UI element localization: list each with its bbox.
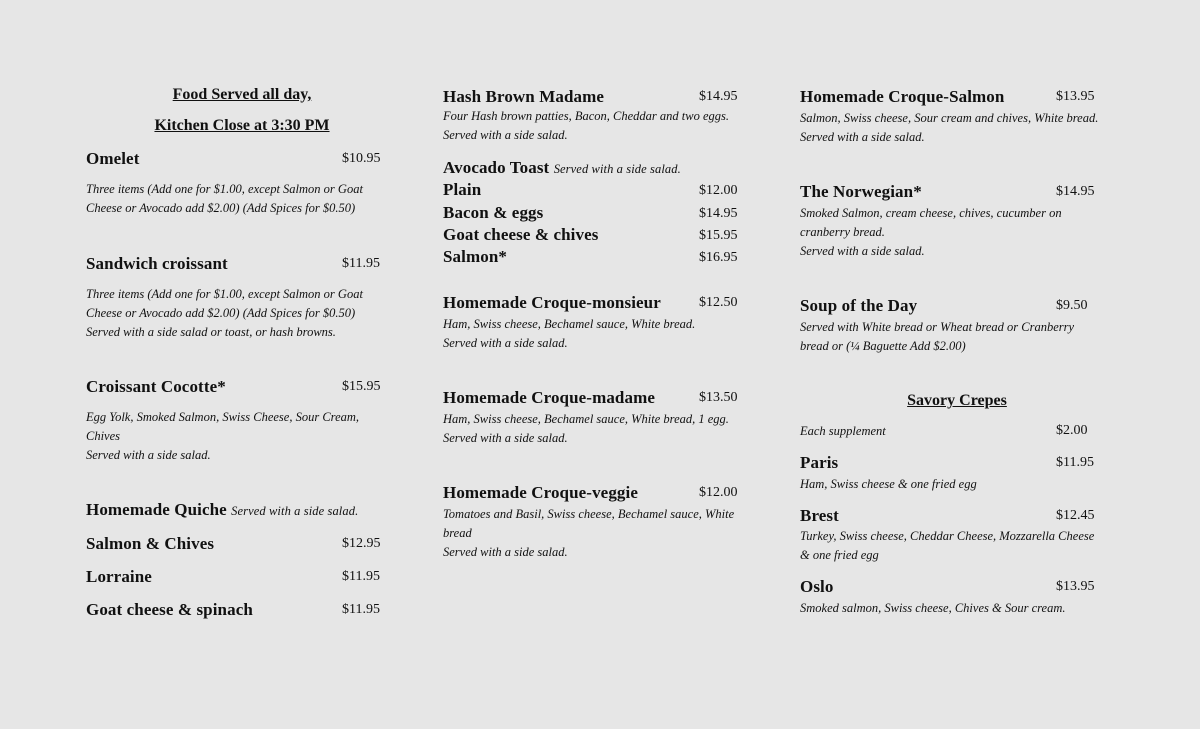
quiche-note: Served with a side salad. [231, 504, 359, 518]
omelet-description: Three items (Add one for $1.00, except Salmon or Goat Cheese or Avocado add $2.00) (Add Spices for $0.50) [86, 182, 363, 215]
menu-header-line2: Kitchen Close at 3:30 PM [154, 117, 330, 134]
crepe-brest-description: Turkey, Swiss cheese, Cheddar Cheese, Mozzarella Cheese & one fried egg [800, 529, 1095, 562]
croque-veggie-description: Tomatoes and Basil, Swiss cheese, Bechamel sauce, White bread Served with a side salad. [443, 507, 735, 559]
quiche-item-name: Goat cheese & spinach [86, 600, 253, 619]
croque-monsieur-price: $12.50 [699, 295, 738, 310]
crepe-paris-name: Paris [800, 453, 839, 472]
croque-madame-price: $13.50 [699, 390, 738, 405]
avocado-item-price: $14.95 [699, 206, 738, 221]
croque-salmon-name: Homemade Croque-Salmon [800, 87, 1005, 106]
quiche-header [86, 500, 358, 520]
supplement-label: Each supplement [800, 424, 886, 438]
avocado-item-price: $15.95 [699, 228, 738, 243]
soup-of-the-day-name: Soup of the Day [800, 296, 918, 315]
avocado-item-price: $16.95 [699, 250, 738, 265]
omelet-name: Omelet [86, 149, 140, 168]
quiche-item-price: $11.95 [342, 602, 380, 617]
quiche-item-name: Salmon & Chives [86, 534, 215, 553]
hash-brown-madame-price: $14.95 [699, 89, 738, 104]
hash-brown-madame-description: Four Hash brown patties, Bacon, Cheddar and two eggs. Served with a side salad. [443, 109, 729, 142]
quiche-item-price: $11.95 [342, 569, 380, 584]
hash-brown-madame-name: Hash Brown Madame [443, 87, 605, 106]
croque-monsieur-description: Ham, Swiss cheese, Bechamel sauce, White bread. Served with a side salad. [443, 317, 696, 350]
avocado-item-name: Bacon & eggs [443, 203, 544, 222]
sandwich-croissant-name: Sandwich croissant [86, 254, 228, 273]
crepe-brest-name: Brest [800, 506, 839, 525]
sandwich-croissant-price: $11.95 [342, 256, 380, 271]
norwegian-price: $14.95 [1056, 184, 1095, 199]
avocado-item-name: Goat cheese & chives [443, 225, 599, 244]
quiche-item-price: $12.95 [342, 536, 381, 551]
soup-of-the-day-description: Served with White bread or Wheat bread or Cranberry bread or (¼ Baguette Add $2.00) [800, 320, 1075, 353]
sandwich-croissant-description: Three items (Add one for $1.00, except Salmon or Goat Cheese or Avocado add $2.00) (Add Spices for $0.50) Served with a side salad or toast, or hash browns. [86, 287, 363, 339]
menu-header-line1: Food Served all day, [172, 86, 312, 103]
avocado-toast-note: Served with a side salad. [553, 162, 681, 176]
omelet-price: $10.95 [342, 151, 381, 166]
savory-crepes-header: Savory Crepes [907, 392, 1007, 409]
supplement-price: $2.00 [1056, 423, 1088, 438]
crepe-oslo-price: $13.95 [1056, 579, 1095, 594]
crepe-oslo-description: Smoked salmon, Swiss cheese, Chives & Sour cream. [800, 601, 1066, 615]
avocado-item-name: Salmon* [443, 247, 507, 266]
norwegian-name: The Norwegian* [800, 182, 922, 201]
quiche-item-name: Lorraine [86, 567, 152, 586]
croque-madame-name: Homemade Croque-madame [443, 388, 655, 407]
croissant-cocotte-price: $15.95 [342, 379, 381, 394]
avocado-toast-name: Avocado Toast [443, 158, 550, 177]
croque-veggie-price: $12.00 [699, 485, 738, 500]
quiche-name: Homemade Quiche [86, 500, 227, 519]
crepe-paris-description: Ham, Swiss cheese & one fried egg [800, 477, 977, 491]
crepe-brest-price: $12.45 [1056, 508, 1095, 523]
croque-veggie-name: Homemade Croque-veggie [443, 483, 638, 502]
croissant-cocotte-description: Egg Yolk, Smoked Salmon, Swiss Cheese, Sour Cream, Chives Served with a side salad. [86, 410, 360, 462]
soup-of-the-day-price: $9.50 [1056, 298, 1088, 313]
avocado-item-name: Plain [443, 180, 482, 199]
croissant-cocotte-name: Croissant Cocotte* [86, 377, 226, 396]
crepe-paris-price: $11.95 [1056, 455, 1094, 470]
croque-madame-description: Ham, Swiss cheese, Bechamel sauce, White bread, 1 egg. Served with a side salad. [443, 412, 729, 445]
norwegian-description: Smoked Salmon, cream cheese, chives, cucumber on cranberry bread. Served with a side salad. [800, 206, 1062, 258]
croque-monsieur-name: Homemade Croque-monsieur [443, 293, 661, 312]
croque-salmon-description: Salmon, Swiss cheese, Sour cream and chives, White bread. Served with a side salad. [800, 111, 1099, 144]
croque-salmon-price: $13.95 [1056, 89, 1095, 104]
crepe-oslo-name: Oslo [800, 577, 834, 596]
avocado-item-price: $12.00 [699, 183, 738, 198]
avocado-toast-header [443, 158, 681, 178]
